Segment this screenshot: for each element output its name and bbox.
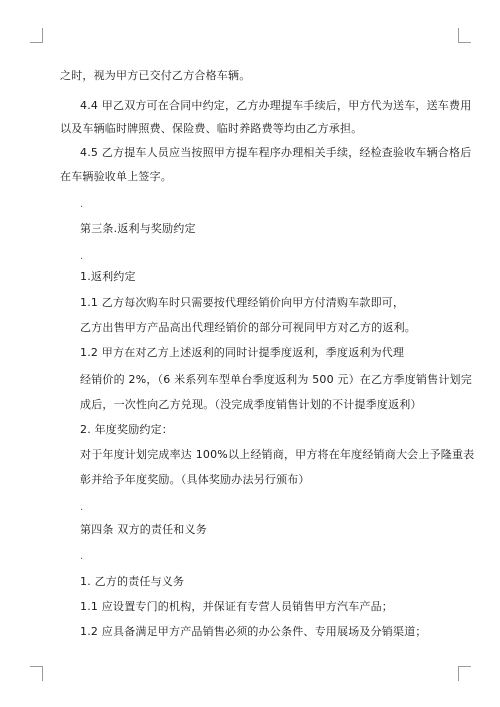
paragraph-line: 4.5 乙方提车人员应当按照甲方提车程序办理相关手续，经检查验收车辆合格后 [80, 146, 472, 159]
subsection-heading: 2. 年度奖励约定： [80, 423, 173, 436]
paragraph-line: 对于年度计划完成率达 100%以上经销商，甲方将在年度经销商大会上予隆重表 [80, 448, 475, 461]
paragraph-line: 经销价的 2%，（6 米系列车型单台季度返利为 500 元）在乙方季度销售计划完 [80, 373, 472, 386]
empty-paragraph-mark: . [80, 199, 84, 210]
empty-paragraph-mark: . [80, 551, 84, 562]
paragraph-line: 1.2 应具备满足甲方产品销售必须的办公条件、专用展场及分销渠道； [80, 625, 427, 638]
paragraph-line: 1.2 甲方在对乙方上述返利的同时计提季度返利，季度返利为代理 [80, 346, 405, 359]
paragraph-line: 成后，一次性向乙方兑现。（没完成季度销售计划的不计提季度返利） [80, 398, 422, 411]
empty-paragraph-mark: . [80, 251, 84, 262]
paragraph-line: 1.1 应设置专门的机构，并保证有专营人员销售甲方汽车产品； [80, 600, 393, 613]
paragraph-line: 4.4 甲乙双方可在合同中约定，乙方办理提车手续后，甲方代为送车，送车费用 [80, 99, 472, 112]
paragraph-line: 之时，视为甲方已交付乙方合格车辆。 [60, 69, 251, 82]
section-heading: 第三条.返利与奖励约定 [80, 222, 196, 235]
subsection-heading: 1. 乙方的责任与义务 [80, 575, 185, 588]
paragraph-line: 1.1 乙方每次购车时只需要按代理经销价向甲方付清购车款即可， [80, 296, 405, 309]
paragraph-line: 乙方出售甲方产品高出代理经销价的部分可视同甲方对乙方的返利。 [80, 321, 416, 334]
empty-paragraph-mark: . [80, 502, 84, 513]
paragraph-line: 彰并给予年度奖励。（具体奖励办法另行颁布） [80, 473, 310, 486]
section-heading: 第四条 双方的责任和义务 [80, 523, 207, 536]
paragraph-line: 以及车辆临时牌照费、保险费、临时养路费等均由乙方承担。 [60, 122, 363, 135]
subsection-heading: 1.返利约定 [80, 270, 136, 283]
paragraph-line: 在车辆验收单上签字。 [60, 170, 172, 183]
